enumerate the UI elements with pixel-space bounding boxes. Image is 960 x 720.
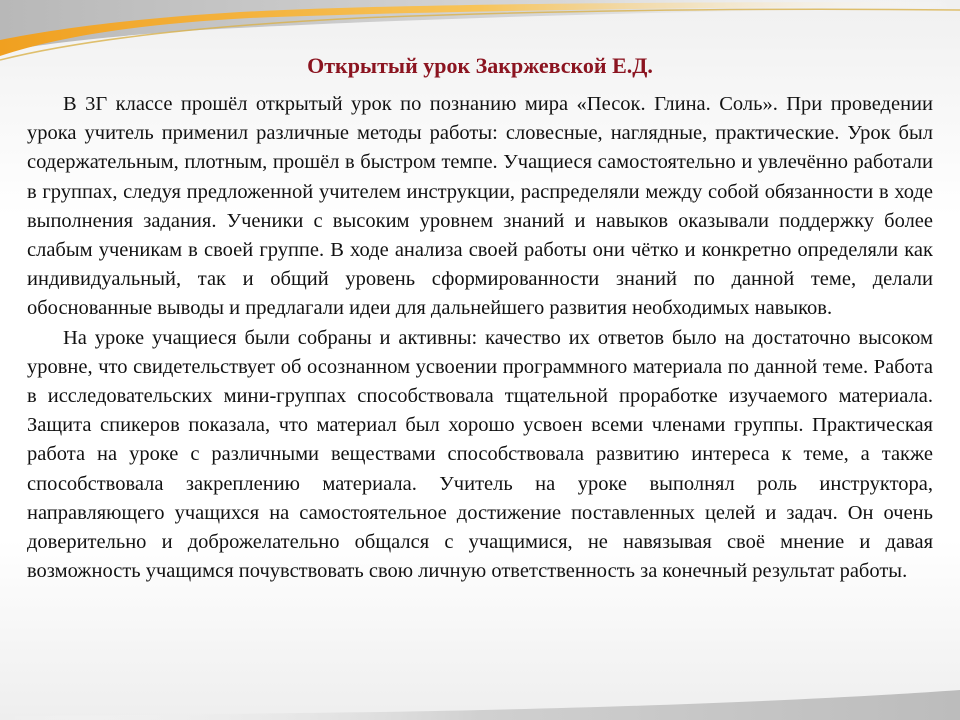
slide-title: Открытый урок Закржевской Е.Д. xyxy=(307,53,653,78)
bottom-gray-swoosh xyxy=(0,690,960,720)
slide-body xyxy=(27,90,933,586)
body-paragraph: На уроке учащиеся были собраны и активны: качество их ответов было на достаточно высоком уровне, что свидетельствует об осознанном усвоении программного материала по данной теме. Работа в исследовательских мини-группах способствовала тщательной проработке изучаемого материала. Защита спикеров показала, что материал был хорошо усвоен всеми членами группы. Практическая работа на уроке с различными веществами способствовала развитию интереса к теме, а также способствовала закреплению материала. Учитель на уроке выполнял роль инструктора, направляющего учащихся на самостоятельное достижение поставленных целей и задач. Он очень доверительно и доброжелательно общался с учащимися, не навязывая своё мнение и давая возможность учащимся почувствовать свою личную ответственность за конечный результат работы. xyxy=(27,326,933,583)
body-paragraph: В 3Г классе прошёл открытый урок по познанию мира «Песок. Глина. Соль». При проведении урока учитель применил различные методы работы: словесные, наглядные, практические. Урок был содержательным, плотным, прошёл в быстром темпе. Учащиеся самостоятельно и увлечённо работали в группах, следуя предложенной учителем инструкции, распределяли между собой обязанности в ходе выполнения задания. Ученики с высоким уровнем знаний и навыков оказывали поддержку более слабым ученикам в своей группе. В ходе анализа своей работы они чётко и конкретно определяли как индивидуальный, так и общий уровень сформированности знаний по данной теме, делали обоснованные выводы и предлагали идеи для дальнейшего развития необходимых навыков. xyxy=(27,93,933,320)
